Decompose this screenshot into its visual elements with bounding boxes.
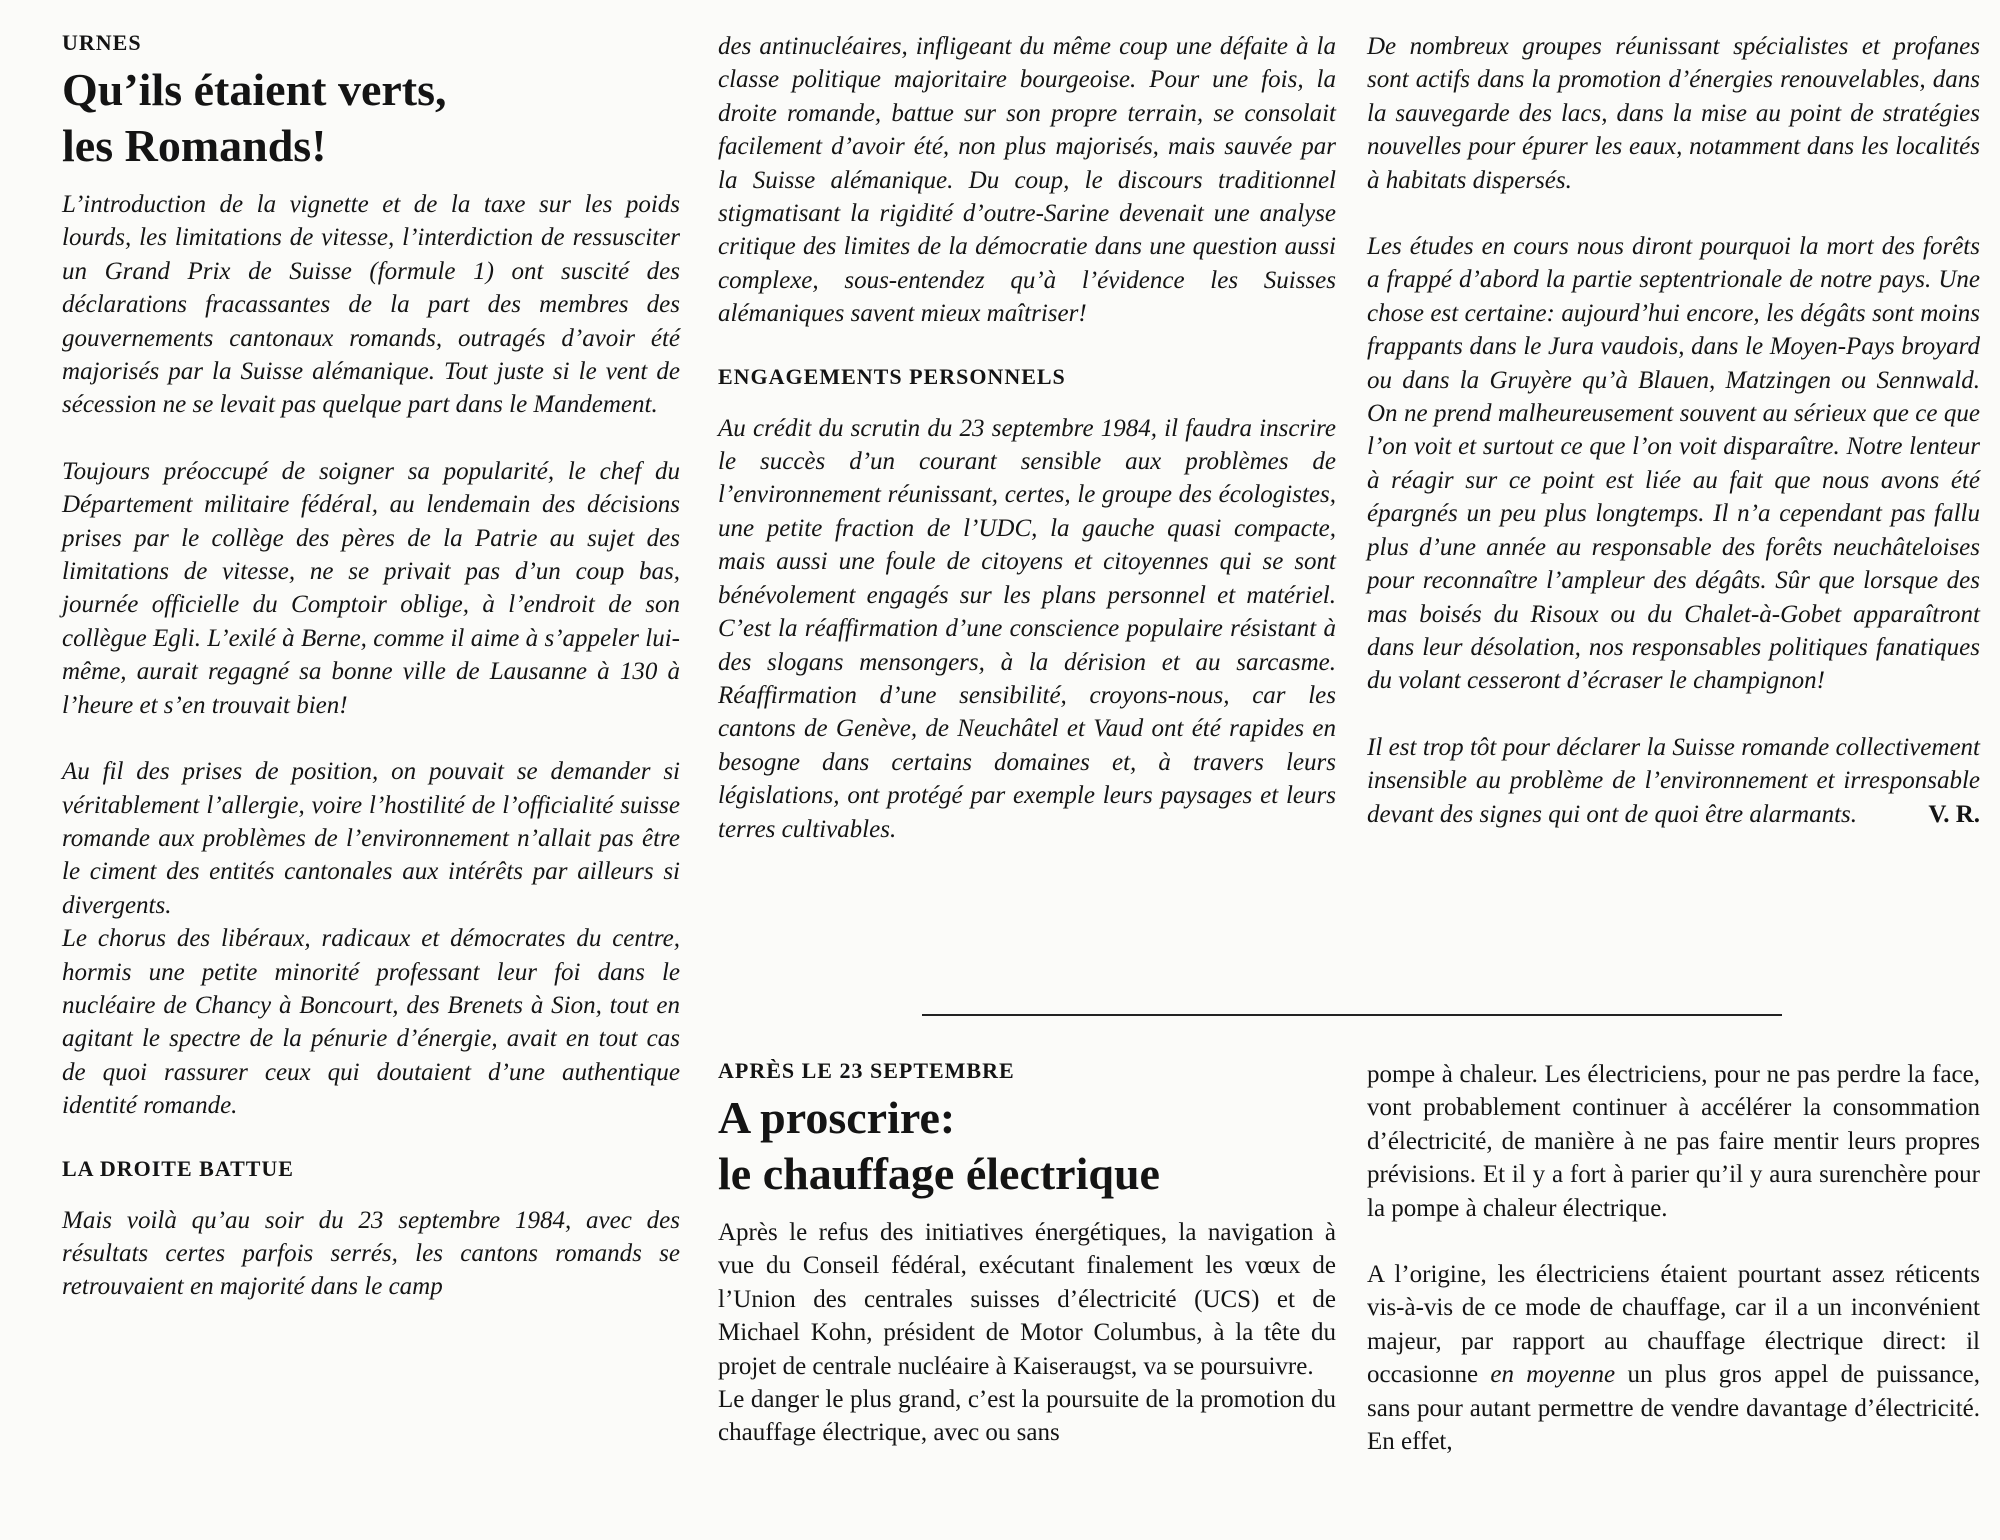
article1-paragraph: Les études en cours nous diront pourquoi la mort des forêts a frappé d’abord la partie septentrionale de notre pays. Une chose est certaine: aujourd’hui encore, les dégâts sont moins frappants dans le Jura vaudois, dans le Moyen-Pays broyard ou dans la Gruyère qu’à Blauen, Matzingen ou Sennwald. On ne prend malheureusement souvent au sérieux que ce que l’on voit et surtout ce que l’on voit disparaître. Notre lenteur à réagir sur ce point est liée au fait que nous avons été épargnés un peu plus longtemps. Il n’a cependant pas fallu plus d’une année au responsable des forêts neuchâteloises pour reconnaître l’ampleur des dégâts. Sûr que lorsque des mas boisés du Risoux ou du Chalet-à-Gobet apparaîtront dans leur désolation, nos responsables politiques fanatiques du volant cesseront d’écraser le champignon! [1367, 233, 1980, 695]
article1-headline-line2: les Romands! [62, 120, 327, 171]
article2-text: A l’origine, les électriciens étaient pourtant assez réticents vis-à-vis de ce mode de chauffage, car il a un inconvénient majeur, par rapport au chauffage électrique direct: il occasionne [1367, 1261, 1980, 1389]
article2-emphasis: en moyenne [1490, 1361, 1616, 1389]
article1-paragraph: Mais voilà qu’au soir du 23 septembre 1984, avec des résultats certes parfois serrés, les cantons romands se retrouvaient en majorité dans le camp [62, 1206, 680, 1301]
article1-paragraph: L’introduction de la vignette et de la taxe sur les poids lourds, les limitations de vitesse, l’interdiction de ressusciter un Grand Prix de Suisse (formule 1) ont suscité des déclarations fracassantes de la part des membres des gouvernements cantonaux romands, outragés d’avoir été majorisés par la Suisse alémanique. Tout juste si le vent de sécession ne se levait pas quelque part dans le Mandement. [62, 191, 680, 419]
article2-headline [718, 1090, 1336, 1202]
article2-paragraph [1367, 1258, 1980, 1458]
article2-column-2 [1367, 1058, 1980, 1458]
article1-paragraph-last [1367, 731, 1980, 831]
article1-paragraph: Le chorus des libéraux, radicaux et démocrates du centre, hormis une petite minorité professant leur foi dans le nucléaire de Chancy à Boncourt, des Brenets à Sion, tout en agitant le spectre de la pénurie d’énergie, avait en tout cas de quoi rassurer ceux qui doutaient d’une authentique identité romande. [62, 925, 680, 1120]
article1-headline [62, 62, 680, 174]
article1-paragraph: De nombreux groupes réunissant spécialistes et profanes sont actifs dans la promotion d’énergies renouvelables, dans la sauvegarde des lacs, dans la mise au point de stratégies nouvelles pour épurer les eaux, notamment dans les localités à habitats dispersés. [1367, 33, 1980, 194]
article2-headline-line1: A proscrire: [718, 1092, 956, 1143]
article1-headline-line1: Qu’ils étaient verts, [62, 64, 447, 115]
article1-column-2 [718, 30, 1336, 846]
article1-column-3 [1367, 30, 1980, 831]
article1-kicker: URNES [62, 30, 142, 55]
article2-paragraph: Après le refus des initiatives énergétiques, la navigation à vue du Conseil fédéral, exécutant finalement les vœux de l’Union des centrales suisses d’électricité (UCS) et de Michael Kohn, président de Motor Columbus, à la tête du projet de centrale nucléaire à Kaiseraugst, va se poursuivre. [718, 1219, 1336, 1380]
article1-subheading-engagements: ENGAGEMENTS PERSONNELS [718, 363, 1066, 389]
article1-paragraph: Au fil des prises de position, on pouvait se demander si véritablement l’allergie, voire l’hostilité de l’officialité suisse romande aux problèmes de l’environnement n’allait pas être le ciment des entités cantonales aux intérêts par ailleurs si divergents. [62, 758, 680, 919]
article2-text: un plus gros appel de puissance, sans pour autant permettre de vendre davantage d’électricité. En effet, [1367, 1361, 1980, 1456]
article2-column-1 [718, 1058, 1336, 1450]
article-separator-rule [922, 1014, 1782, 1016]
article1-column-1 [62, 30, 680, 1304]
article1-signature: V. R. [1928, 800, 1980, 828]
article2-kicker: APRÈS LE 23 SEPTEMBRE [718, 1058, 1015, 1083]
article1-subheading-droite-battue: LA DROITE BATTUE [62, 1155, 294, 1181]
article1-closing-text: Il est trop tôt pour déclarer la Suisse romande collectivement insensible au problème de l’environnement et irresponsable devant des signes qui ont de quoi être alarmants. [1367, 733, 1980, 828]
article2-paragraph: Le danger le plus grand, c’est la poursuite de la promotion du chauffage électrique, avec ou sans [718, 1386, 1336, 1447]
article2-headline-line2: le chauffage électrique [718, 1148, 1160, 1199]
article1-paragraph: Toujours préoccupé de soigner sa popularité, le chef du Département militaire fédéral, au lendemain des décisions prises par le collège des pères de la Patrie au sujet des limitations de vitesse, ne se privait pas d’un coup bas, journée officielle du Comptoir oblige, à l’endroit de son collègue Egli. L’exilé à Berne, comme il aime à s’appeler lui-même, aurait regagné sa bonne ville de Lausanne à 130 à l’heure et s’en trouvait bien! [62, 457, 680, 719]
article2-paragraph: pompe à chaleur. Les électriciens, pour ne pas perdre la face, vont probablement continuer à accélérer la consommation d’électricité, de manière à ne pas faire mentir leurs propres prévisions. Et il y a fort à parier qu’il y aura surenchère pour la pompe à chaleur électrique. [1367, 1061, 1980, 1222]
article1-paragraph: des antinucléaires, infligeant du même coup une défaite à la classe politique majoritaire bourgeoise. Pour une fois, la droite romande, battue sur son propre terrain, se consolait facilement d’avoir été, non plus majorisés, mais sauvée par la Suisse alémanique. Du coup, le discours traditionnel stigmatisant la rigidité d’outre-Sarine devenait une analyse critique des limites de la démocratie dans une question aussi complexe, sous-entendez qu’à l’évidence les Suisses alémaniques savent mieux maîtriser! [718, 33, 1336, 328]
article1-paragraph: Au crédit du scrutin du 23 septembre 1984, il faudra inscrire le succès d’un courant sensible aux problèmes de l’environnement réunissant, certes, le groupe des écologistes, une petite fraction de l’UDC, la gauche quasi compacte, mais aussi une foule de citoyens et citoyennes qui se sont bénévolement engagés sur les plans personnel et matériel. C’est la réaffirmation d’une conscience populaire résistant à des slogans mensongers, à la dérision et au sarcasme. Réaffirmation d’une sensibilité, croyons-nous, car les cantons de Genève, de Neuchâtel et Vaud ont été rapides en besogne dans certains domaines et, à travers leurs législations, ont protégé par exemple leurs paysages et leurs terres cultivables. [718, 414, 1336, 843]
